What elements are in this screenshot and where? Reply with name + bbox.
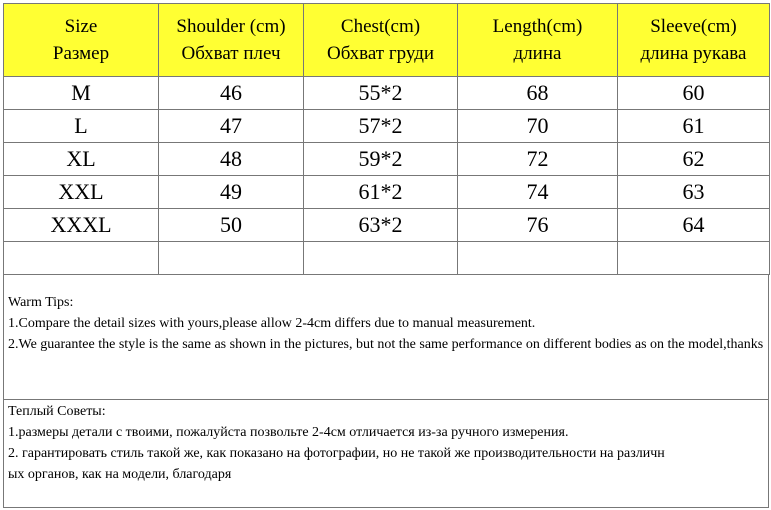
length-cell: 70	[458, 110, 618, 143]
header-size: Size Размер	[4, 4, 159, 77]
size-cell: XL	[4, 143, 159, 176]
tip-line-2b-ru: ых органов, как на модели, благодаря	[8, 467, 232, 482]
header-row	[4, 4, 770, 77]
tips-title-en: Warm Tips:	[8, 295, 74, 310]
table-row	[4, 143, 770, 176]
chest-cell: 59*2	[304, 143, 458, 176]
chest-cell: 63*2	[304, 209, 458, 242]
empty-cell	[458, 242, 618, 275]
empty-cell	[4, 242, 159, 275]
warm-tips-russian	[3, 399, 769, 508]
size-cell: L	[4, 110, 159, 143]
length-cell: 76	[458, 209, 618, 242]
tip-line-2a-ru: 2. гарантировать стиль такой же, как показано на фотографии, но не такой же производительности на различн	[8, 446, 665, 461]
sleeve-cell: 64	[618, 209, 770, 242]
size-cell: XXXL	[4, 209, 159, 242]
size-cell: XXL	[4, 176, 159, 209]
length-cell: 72	[458, 143, 618, 176]
tips-title-ru: Теплый Советы:	[8, 404, 106, 419]
sleeve-cell: 61	[618, 110, 770, 143]
header-length: Length(cm) длина	[458, 4, 618, 77]
size-chart-table	[3, 3, 770, 275]
sleeve-cell: 60	[618, 77, 770, 110]
table-row	[4, 77, 770, 110]
sleeve-cell: 62	[618, 143, 770, 176]
empty-cell	[304, 242, 458, 275]
tip-line-2-en: 2.We guarantee the style is the same as shown in the pictures, but not the same performance on different bodies as on the model,thanks	[8, 337, 764, 352]
size-cell: M	[4, 77, 159, 110]
sleeve-cell: 63	[618, 176, 770, 209]
length-cell: 74	[458, 176, 618, 209]
chest-cell: 61*2	[304, 176, 458, 209]
shoulder-cell: 46	[159, 77, 304, 110]
table-row	[4, 110, 770, 143]
shoulder-cell: 48	[159, 143, 304, 176]
shoulder-cell: 47	[159, 110, 304, 143]
table-row	[4, 176, 770, 209]
tip-line-1-ru: 1.размеры детали с твоими, пожалуйста позвольте 2-4см отличается из-за ручного измерения.	[8, 425, 569, 440]
tip-line-1-en: 1.Compare the detail sizes with yours,please allow 2-4cm differs due to manual measurement.	[8, 316, 536, 331]
length-cell: 68	[458, 77, 618, 110]
empty-cell	[618, 242, 770, 275]
empty-cell	[159, 242, 304, 275]
chest-cell: 55*2	[304, 77, 458, 110]
shoulder-cell: 49	[159, 176, 304, 209]
shoulder-cell: 50	[159, 209, 304, 242]
header-shoulder: Shoulder (cm) Обхват плеч	[159, 4, 304, 77]
empty-table-row	[4, 242, 770, 275]
chest-cell: 57*2	[304, 110, 458, 143]
header-chest: Chest(cm) Обхват груди	[304, 4, 458, 77]
warm-tips-english	[3, 274, 769, 400]
header-sleeve: Sleeve(cm) длина рукава	[618, 4, 770, 77]
table-row	[4, 209, 770, 242]
